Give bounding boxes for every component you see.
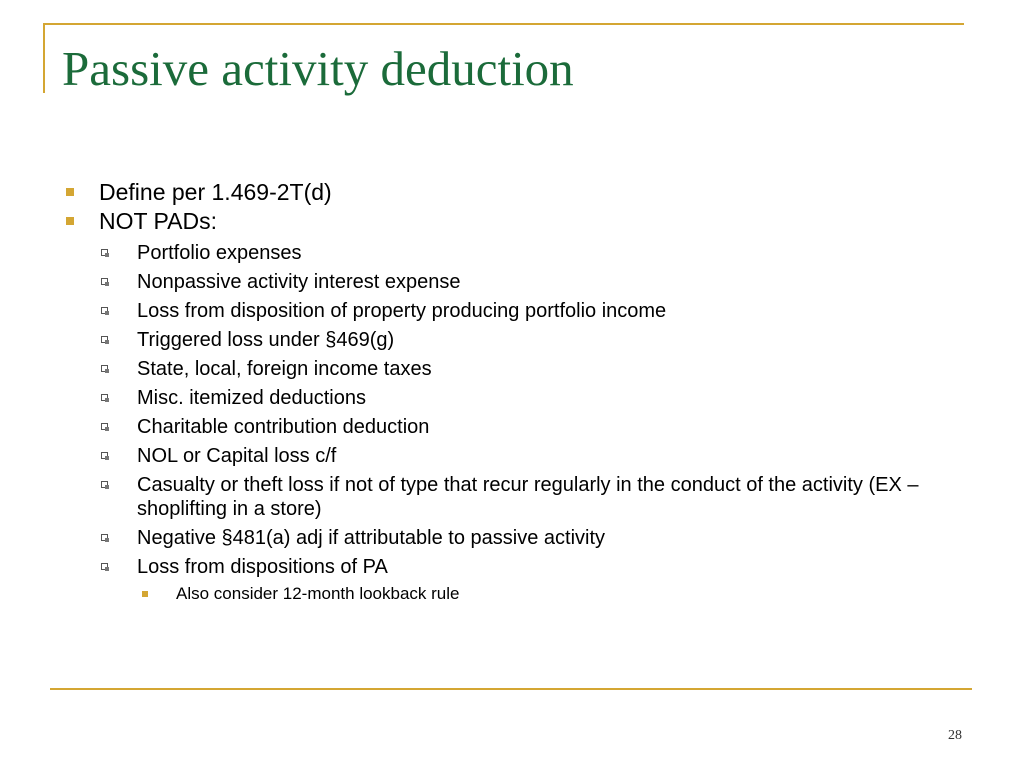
sub-bullet-income-taxes xyxy=(62,357,962,381)
slide-title: Passive activity deduction xyxy=(62,41,574,96)
hollow-square-bullet-icon xyxy=(101,452,108,459)
sub-bullet-text: Triggered loss under §469(g) xyxy=(137,329,395,351)
sub-sub-bullet-lookback xyxy=(62,583,962,605)
hollow-square-bullet-icon xyxy=(101,563,108,570)
sub-bullet-text: Negative §481(a) adj if attributable to passive activity xyxy=(137,527,606,549)
bottom-border-line xyxy=(50,688,972,690)
sub-bullet-itemized-deductions xyxy=(62,386,962,410)
sub-bullet-text: Loss from dispositions of PA xyxy=(137,556,388,578)
sub-bullet-text: Misc. itemized deductions xyxy=(137,387,366,409)
sub-bullet-text: Casualty or theft loss if not of type that recur regularly in the conduct of the activity (EX – shoplifting in a store) xyxy=(137,474,919,520)
sub-bullet-casualty-loss xyxy=(62,473,962,521)
sub-bullet-text: Charitable contribution deduction xyxy=(137,416,430,438)
square-bullet-icon xyxy=(142,591,148,597)
sub-bullet-nol xyxy=(62,444,962,468)
hollow-square-bullet-icon xyxy=(101,307,108,314)
square-bullet-icon xyxy=(66,188,74,196)
sub-bullet-text: Loss from disposition of property producing portfolio income xyxy=(137,300,667,322)
bullet-define xyxy=(62,178,962,207)
hollow-square-bullet-icon xyxy=(101,481,108,488)
sub-bullet-text: Nonpassive activity interest expense xyxy=(137,271,461,293)
bullet-not-pads xyxy=(62,207,962,236)
hollow-square-bullet-icon xyxy=(101,278,108,285)
hollow-square-bullet-icon xyxy=(101,534,108,541)
page-number: 28 xyxy=(948,728,962,743)
slide-body xyxy=(62,178,962,605)
bullet-text: NOT PADs: xyxy=(99,208,217,234)
sub-bullet-pa-dispositions xyxy=(62,555,962,579)
sub-sub-bullet-text: Also consider 12-month lookback rule xyxy=(176,584,460,603)
hollow-square-bullet-icon xyxy=(101,336,108,343)
sub-bullet-portfolio-expenses xyxy=(62,241,962,265)
bullet-text: Define per 1.469-2T(d) xyxy=(99,179,332,205)
sub-bullet-charitable xyxy=(62,415,962,439)
sub-bullet-text: State, local, foreign income taxes xyxy=(137,358,432,380)
hollow-square-bullet-icon xyxy=(101,423,108,430)
square-bullet-icon xyxy=(66,217,74,225)
left-border-line xyxy=(43,23,45,93)
hollow-square-bullet-icon xyxy=(101,249,108,256)
sub-bullet-portfolio-disposition xyxy=(62,299,962,323)
sub-bullet-text: Portfolio expenses xyxy=(137,242,302,264)
hollow-square-bullet-icon xyxy=(101,394,108,401)
sub-bullet-triggered-loss xyxy=(62,328,962,352)
top-border-line xyxy=(43,23,964,25)
sub-bullet-interest-expense xyxy=(62,270,962,294)
sub-bullet-481a xyxy=(62,526,962,550)
hollow-square-bullet-icon xyxy=(101,365,108,372)
sub-bullet-text: NOL or Capital loss c/f xyxy=(137,445,337,467)
